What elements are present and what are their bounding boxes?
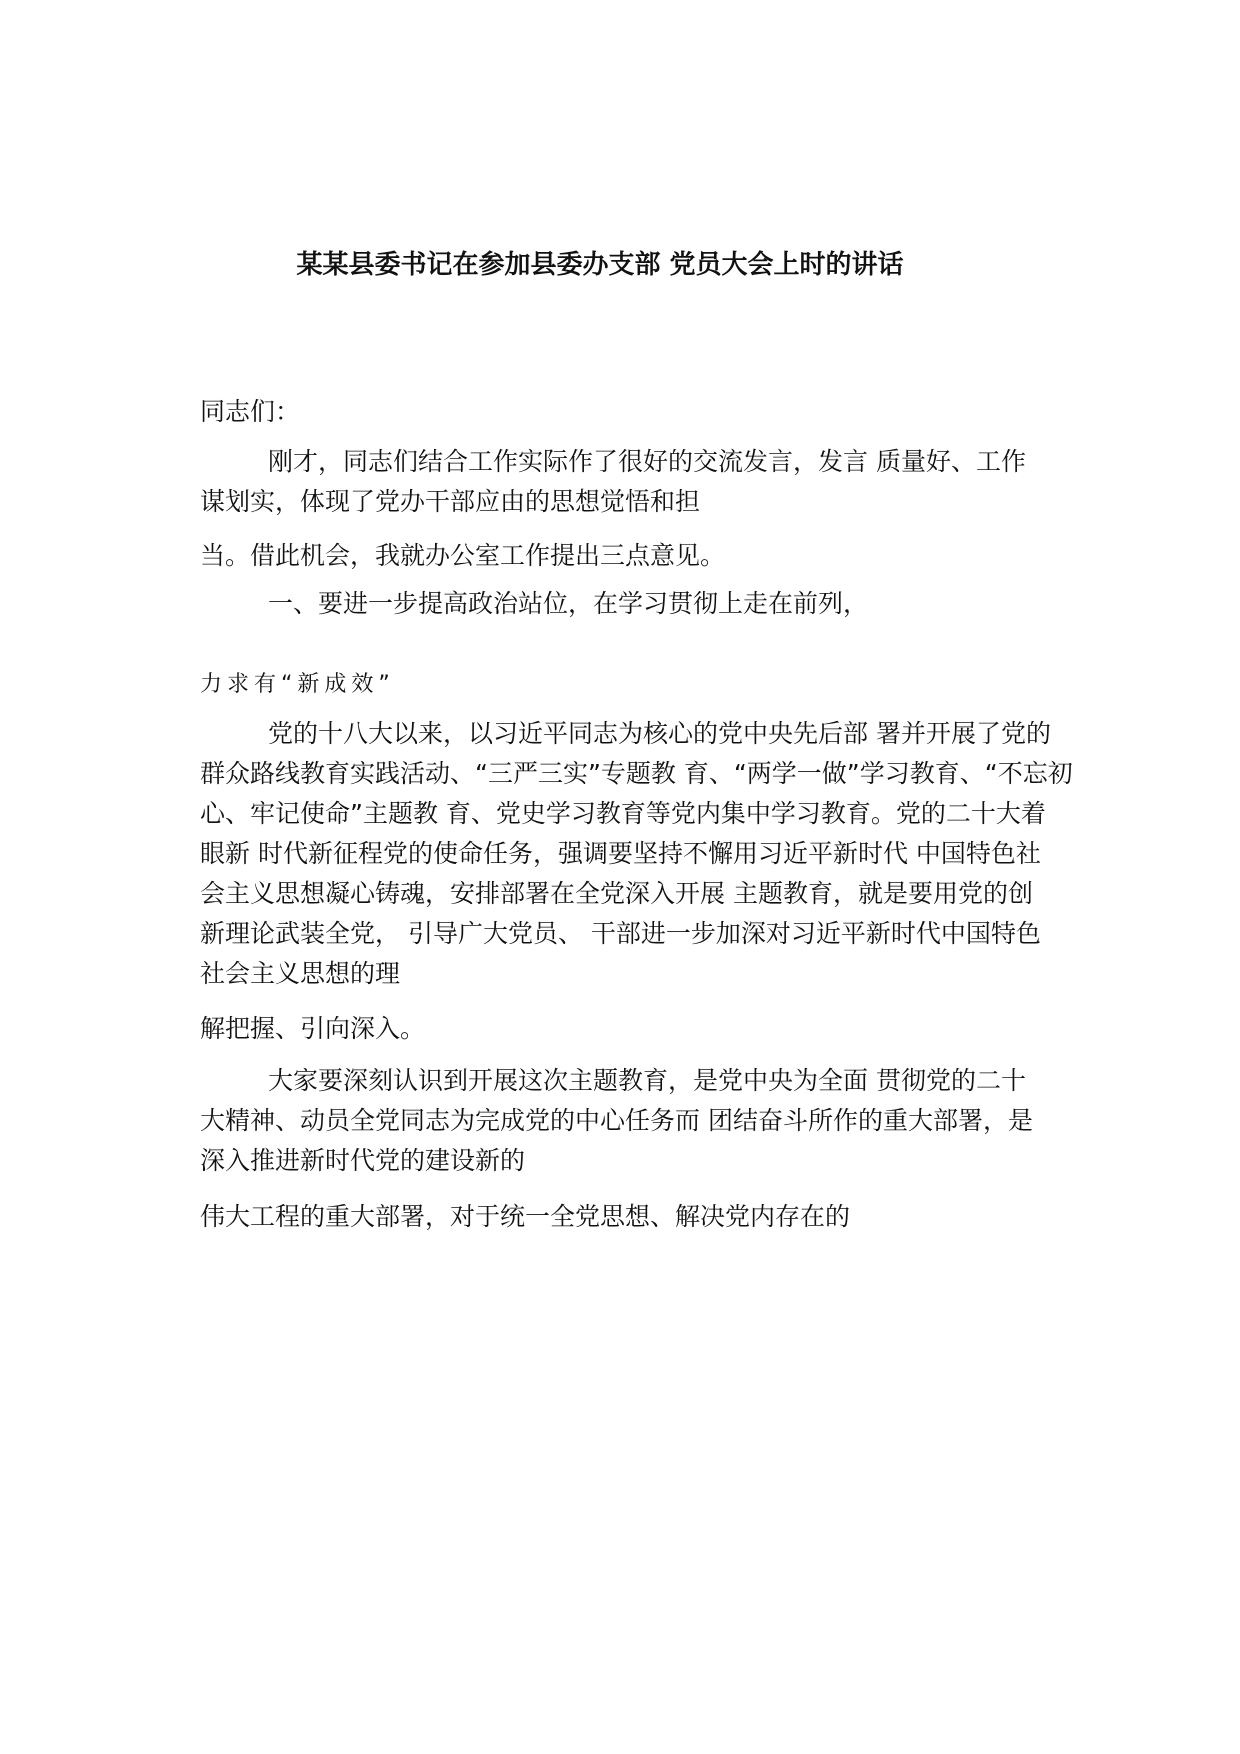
paragraph-line: 新理论武装全党， 引导广大党员、 干部进一步加深对习近平新时代中国特色 [200, 919, 1041, 948]
paragraph-line: 群众路线教育实践活动、“三严三实”专题教 育、“两学一做”学习教育、“不忘初 [200, 759, 1073, 788]
paragraph-line: 党的十八大以来，以习近平同志为核心的党中央先后部 署并开展了党的 [268, 719, 1051, 748]
paragraph-line: 当。借此机会，我就办公室工作提出三点意见。 [200, 541, 726, 570]
paragraph-line: 眼新 时代新征程党的使命任务，强调要坚持不懈用习近平新时代 中国特色社 [200, 839, 1041, 868]
paragraph-line: 社会主义思想的理 [200, 959, 401, 988]
paragraph-line: 会主义思想凝心铸魂，安排部署在全党深入开展 主题教育，就是要用党的创 [200, 879, 1033, 908]
paragraph-line: 大精神、动员全党同志为完成党的中心任务而 团结奋斗所作的重大部署，是 [200, 1106, 1033, 1135]
paragraph-line: 解把握、引向深入。 [200, 1014, 426, 1043]
section-heading: 一、要进一步提高政治站位，在学习贯彻上走在前列， [268, 589, 869, 618]
paragraph-line: 刚才，同志们结合工作实际作了很好的交流发言，发言 质量好、工作 [268, 447, 1026, 476]
paragraph-line: 伟大工程的重大部署，对于统一全党思想、解决党内存在的 [200, 1202, 851, 1231]
section-heading: 力求有“新成效” [200, 672, 395, 697]
paragraph-line: 谋划实，体现了党办干部应由的思想觉悟和担 [200, 487, 701, 516]
salutation: 同志们： [200, 397, 301, 426]
paragraph-line: 心、牢记使命”主题教 育、党史学习教育等党内集中学习教育。党的二十大着 [200, 799, 1046, 828]
paragraph-line: 大家要深刻认识到开展这次主题教育，是党中央为全面 贯彻党的二十 [268, 1066, 1026, 1095]
document-title: 某某县委书记在参加县委办支部 党员大会上时的讲话 [296, 250, 904, 280]
paragraph-line: 深入推进新时代党的建设新的 [200, 1146, 526, 1175]
